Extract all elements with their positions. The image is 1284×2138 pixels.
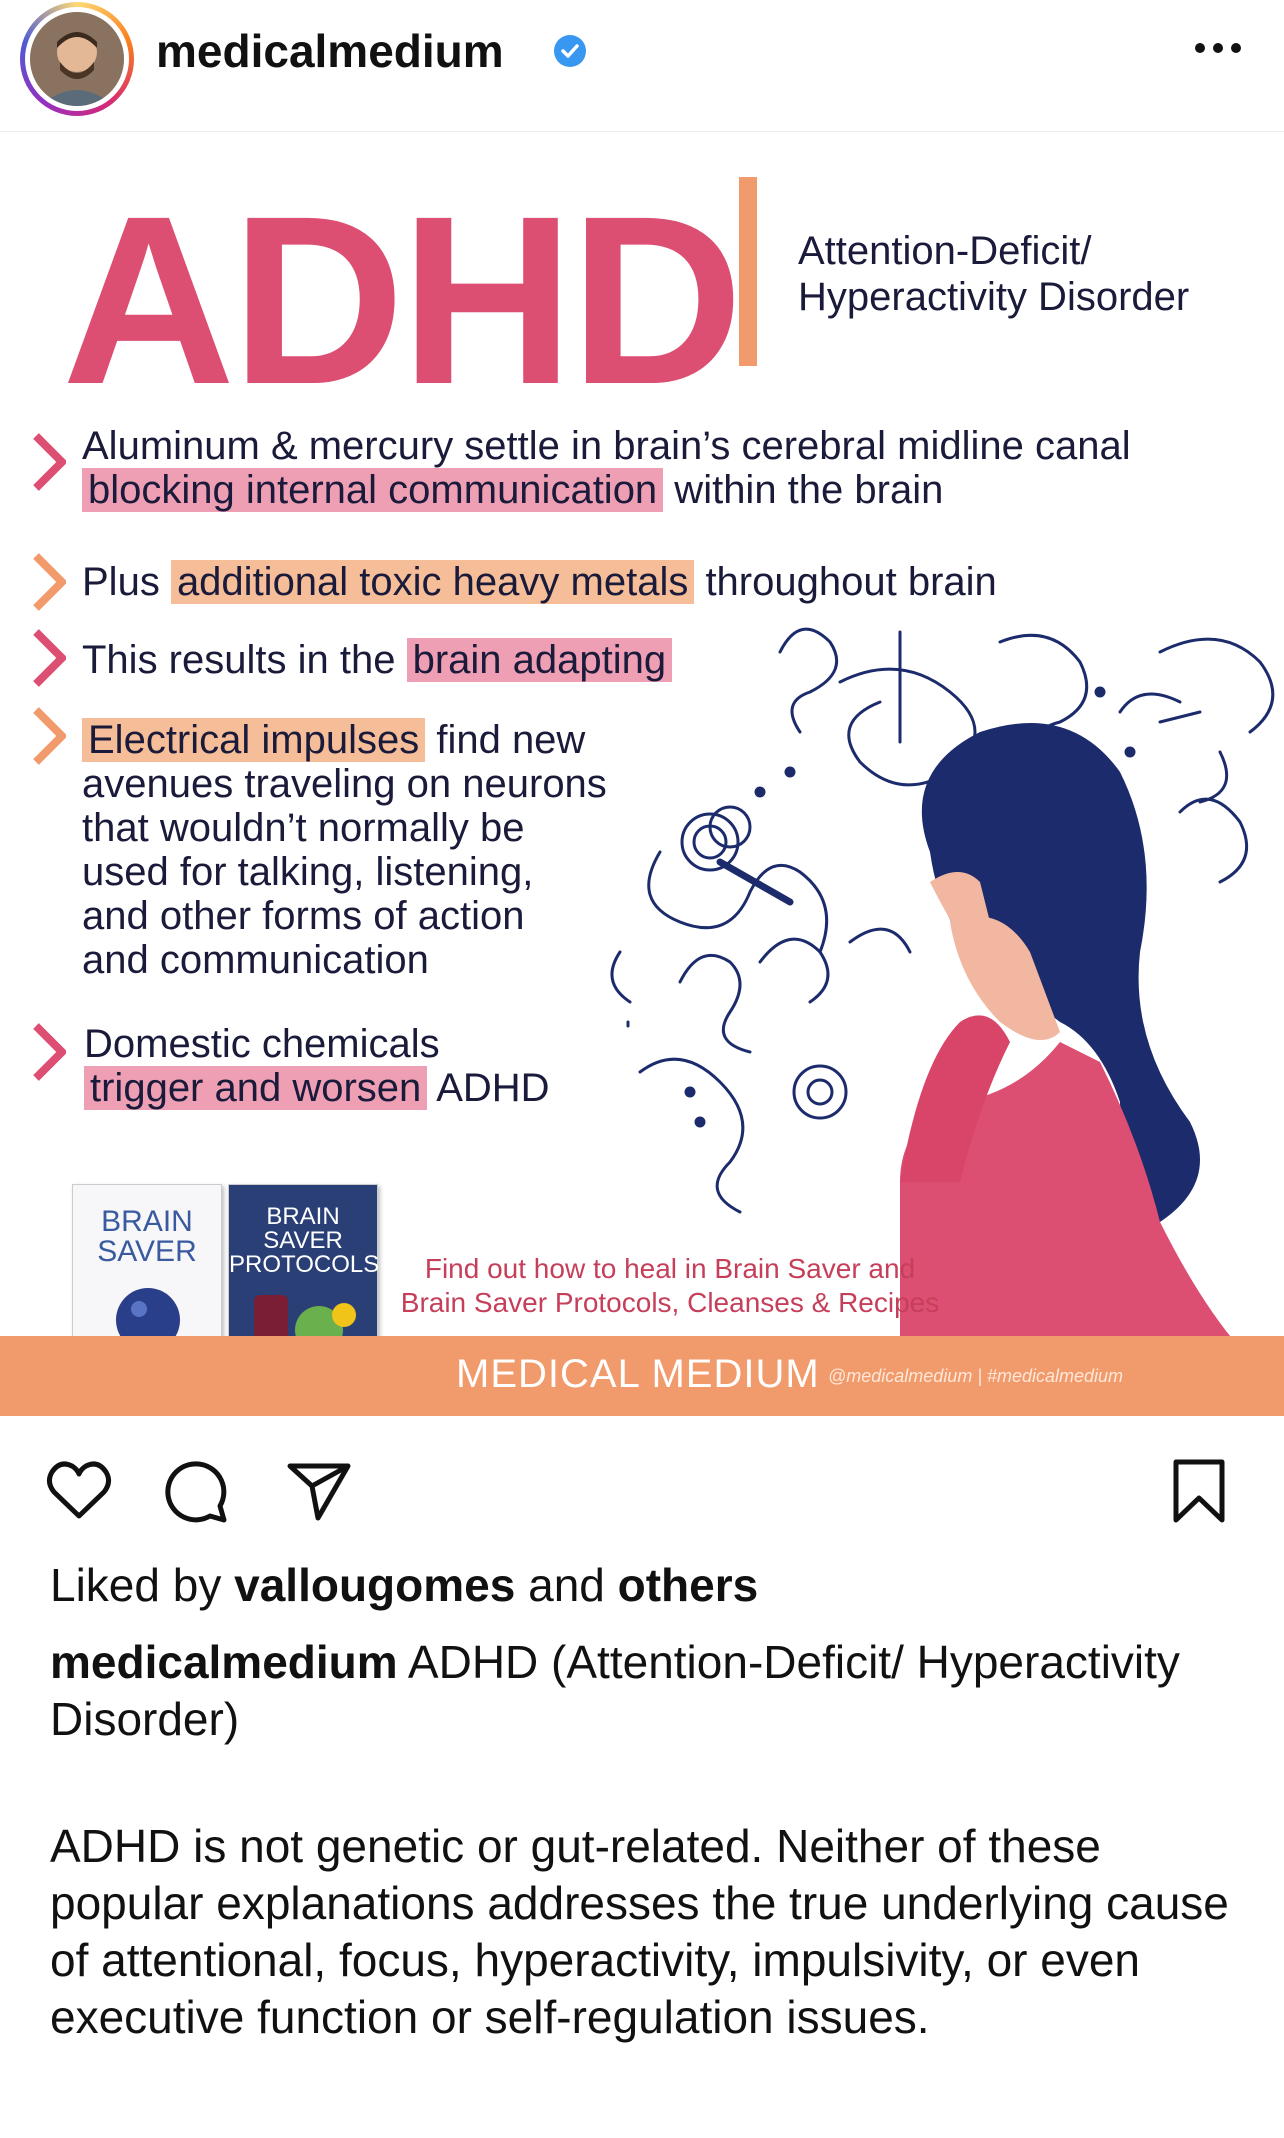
brain-saver-protocols-book: BRAIN SAVER PROTOCOLS <box>228 1184 378 1384</box>
bullet-electrical-impulses: Electrical impulses find new avenues traveling on neurons that wouldn’t normally be used for talking, listening, and other forms of action and communication <box>82 718 607 982</box>
avatar-story-ring[interactable] <box>20 2 134 116</box>
brain-saver-book: BRAIN SAVER <box>72 1184 222 1384</box>
verified-badge-icon <box>553 34 587 68</box>
title-divider <box>739 177 757 366</box>
post-header <box>0 0 1284 132</box>
brand-name: MEDICAL MEDIUM <box>456 1352 820 1396</box>
caption-body: ADHD is not genetic or gut-related. Neither of these popular explanations addresses the true underlying cause of attentional, focus, hyperactivity, impulsivity, or even executive function or self-regulation issues. <box>50 1820 1229 2043</box>
chevron-right-icon <box>32 552 66 612</box>
post-actions <box>0 1416 1284 1556</box>
comment-icon[interactable] <box>162 1456 232 1526</box>
liked-by-others[interactable]: others <box>617 1559 759 1611</box>
caption-username[interactable]: medicalmedium <box>50 1636 398 1688</box>
bullet-domestic-chemicals: Domestic chemicals trigger and worsen ADHD <box>84 1022 550 1110</box>
promo-text: Find out how to heal in Brain Saver and Brain Saver Protocols, Cleanses & Recipes <box>400 1253 940 1318</box>
chevron-right-icon <box>32 432 66 492</box>
infographic-title: ADHD <box>62 166 740 434</box>
bookmark-icon[interactable] <box>1164 1456 1234 1526</box>
more-options-icon[interactable] <box>1190 36 1246 60</box>
avatar[interactable] <box>30 12 124 106</box>
liked-by-user[interactable]: vallougomes <box>234 1559 516 1611</box>
bullet-brain-adapting: This results in the brain adapting <box>82 638 672 682</box>
post-image[interactable] <box>0 132 1284 1416</box>
caption-title: medicalmedium ADHD (Attention-Deficit/ Hyperactivity Disorder) <box>50 1636 1180 1745</box>
chevron-right-icon <box>32 706 66 766</box>
heart-icon[interactable] <box>44 1456 114 1526</box>
chevron-right-icon <box>32 1022 66 1082</box>
infographic-subtitle: Attention-Deficit/ Hyperactivity Disorder <box>798 229 1190 319</box>
chevron-right-icon <box>32 628 66 688</box>
woman-head-in-hands-illustration <box>600 622 1284 1348</box>
brand-handle: @medicalmedium | #medicalmedium <box>828 1366 1124 1386</box>
brand-bar <box>0 1336 1284 1416</box>
likes-summary[interactable]: Liked by vallougomes and others <box>50 1559 759 1611</box>
post-username[interactable]: medicalmedium <box>156 25 504 77</box>
bullet-heavy-metals: Plus additional toxic heavy metals throughout brain <box>82 560 997 604</box>
send-icon[interactable] <box>284 1456 354 1526</box>
bullet-aluminum-mercury: Aluminum & mercury settle in brain’s cerebral midline canal blocking internal communication within the brain <box>82 424 1131 512</box>
